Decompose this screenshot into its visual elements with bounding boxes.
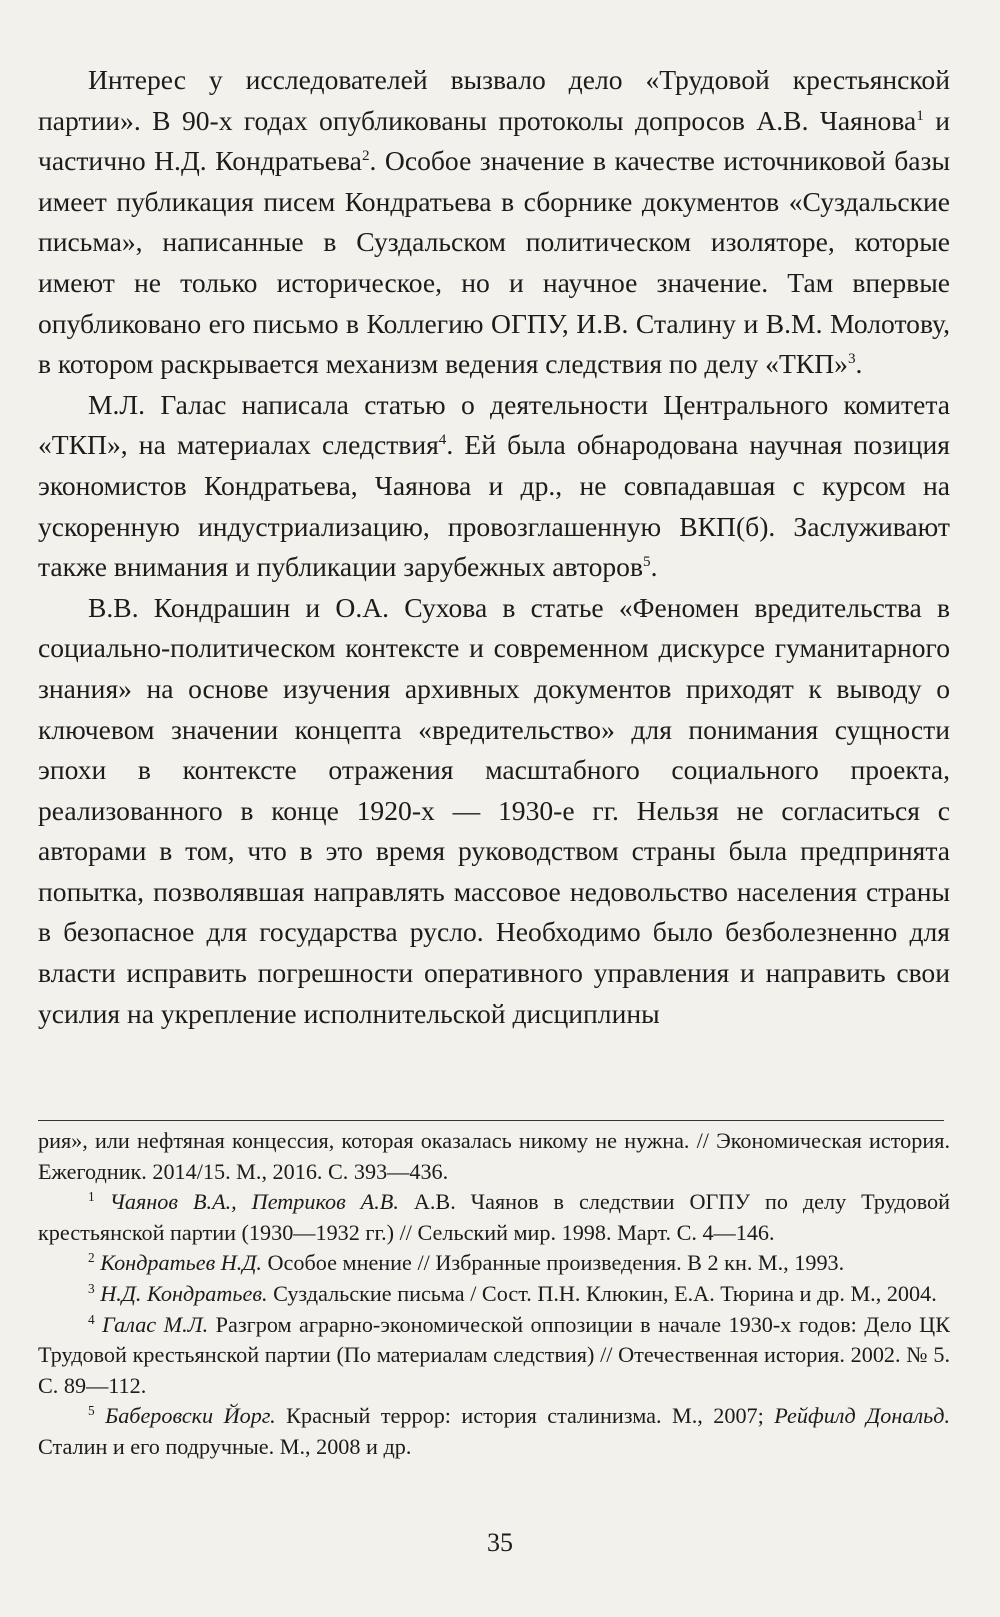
footnote-continuation: рия», или нефтяная концессия, которая оказалась никому не нужна. // Экономическая история. Ежегодник. 2014/15. М., 2016. С. 393—436. <box>38 1128 950 1184</box>
footnote-divider <box>38 1120 944 1121</box>
footnote-author: Рейфилд Дональд. <box>774 1403 950 1429</box>
footnote-2 <box>38 1248 950 1279</box>
footnote-text: Сталин и его подручные. М., 2008 и др. <box>38 1433 412 1459</box>
footnote-5 <box>38 1401 950 1462</box>
footnote-number: 3 <box>88 1280 95 1296</box>
text-span: Интерес у исследователей вызвало дело «Трудовой крестьянской партии». В 90-х годах опубликованы протоколы допросов А.В. Чаянова <box>38 64 950 136</box>
text-span: М.Л. Галас написала статью о деятельности Центрального комитета «ТКП», на материалах следствия <box>38 388 950 461</box>
footnote-text: Разгром аграрно-экономической оппозиции в начале 1930-х годов: Дело ЦК Трудовой крестьянской партии (По материалам следствия) // Отечественная история. 2002. № 5. С. 89—112. <box>38 1311 950 1398</box>
text-span: . Ей была обнародована научная позиция экономистов Кондратьева, Чаянова и др., не совпадавшая с курсом на ускоренную индустриализацию, провозглашенную ВКП(б). Заслуживают также внимания и публикации зарубежных авторов <box>38 429 950 583</box>
footnote-3 <box>38 1279 950 1310</box>
footnotes <box>38 1126 950 1463</box>
main-text <box>38 60 950 1034</box>
paragraph-3: В.В. Кондрашин и О.А. Сухова в статье «Феномен вредительства в социально-политическом контексте и современном дискурсе гуманитарного знания» на основе изучения архивных документов приходят к выводу о ключевом значении концепта «вредительство» для понимания сущности эпохи в контексте отражения масштабного социального проекта, реализованного в конце 1920-х — 1930-е гг. Нельзя не согласиться с авторами в том, что в это время руководством страны была предпринята попытка, позволявшая направлять массовое недовольство населения страны в безопасное для государства русло. Необходимо было безболезненно для власти исправить погрешности оперативного управления и направить свои усилия на укрепление исполнительской дисциплины <box>38 591 950 1029</box>
text-span: и частично Н.Д. Кондратьева <box>38 104 950 177</box>
footnote-1 <box>38 1187 950 1248</box>
page-number: 35 <box>487 1528 513 1557</box>
footnote-text: Суздальские письма / Сост. П.Н. Клюкин, Е.А. Тюрина и др. М., 2004. <box>267 1280 937 1306</box>
footnote-text: Красный террор: история сталинизма. М., 2007; <box>275 1403 775 1429</box>
footnote-author: Галас М.Л. <box>102 1311 209 1337</box>
footnote-ref-3: 3 <box>847 350 856 368</box>
footnote-ref-5: 5 <box>643 553 651 571</box>
footnote-ref-2: 2 <box>361 147 370 165</box>
footnote-author: Чаянов В.А., Петриков А.В. <box>109 1189 399 1215</box>
footnote-number: 2 <box>88 1250 95 1266</box>
footnote-author: Кондратьев Н.Д. <box>100 1250 262 1276</box>
footnote-number: 1 <box>88 1189 95 1205</box>
text-span: . <box>855 348 863 380</box>
paragraph-2 <box>38 385 950 588</box>
paragraph-1 <box>38 60 950 385</box>
footnote-text: А.В. Чаянов в следствии ОГПУ по делу Трудовой крестьянской партии (1930—1932 гг.) // Сельский мир. 1998. Март. С. 4—146. <box>38 1189 951 1245</box>
footnote-number: 5 <box>88 1403 95 1419</box>
footnote-ref-1: 1 <box>916 106 924 124</box>
text-span: . <box>650 551 658 583</box>
footnote-author: Н.Д. Кондратьев. <box>100 1280 268 1306</box>
text-span: . Особое значение в качестве источниковой базы имеет публикация писем Кондратьева в сборнике документов «Суздальские письма», написанные в Суздальском политическом изоляторе, которые имеют не только историческое, но и научное значение. Там впервые опубликовано его письмо в Коллегию ОГПУ, И.В. Сталину и В.М. Молотову, в котором раскрывается механизм ведения следствия по делу «ТКП» <box>38 145 950 380</box>
footnote-ref-4: 4 <box>438 431 447 449</box>
footnote-4 <box>38 1310 950 1402</box>
footnote-number: 4 <box>88 1311 95 1327</box>
footnote-author: Баберовски Йорг. <box>105 1403 276 1429</box>
footnote-text: Особое мнение // Избранные произведения. В 2 кн. М., 1993. <box>261 1250 845 1276</box>
